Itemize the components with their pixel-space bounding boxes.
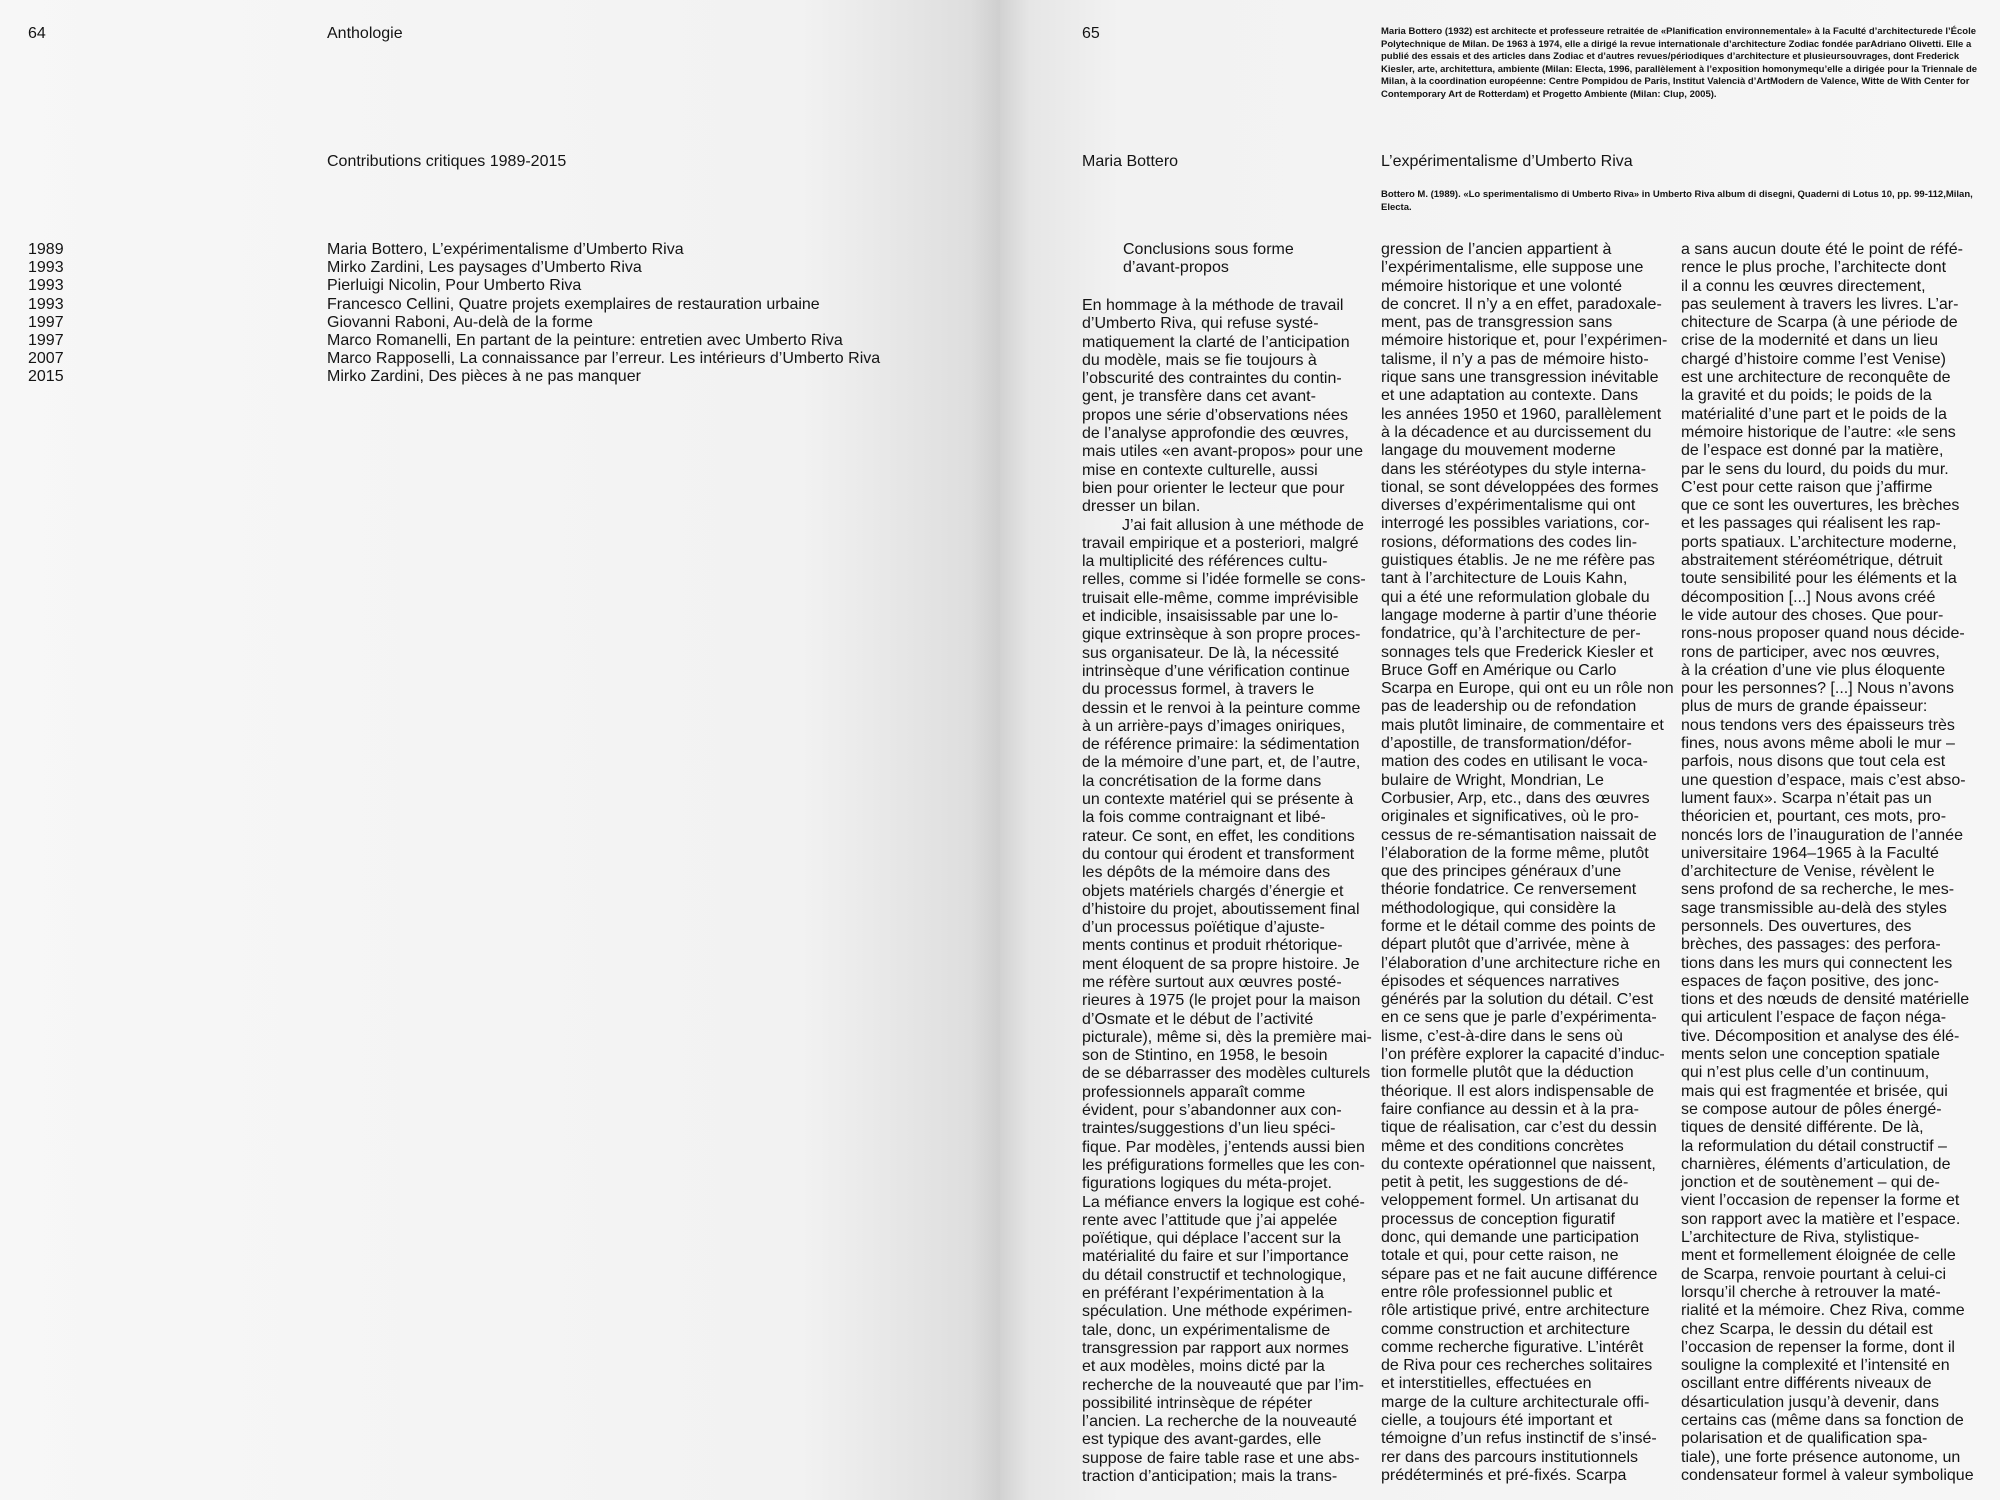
text-line: a sans aucun doute été le point de réfé- <box>1681 241 1963 258</box>
section-title: Contributions critiques 1989-2015 <box>327 153 567 170</box>
text-line: mais utiles «en avant-propos» pour une <box>1082 443 1364 461</box>
text-line: d’Umberto Riva, qui refuse systé- <box>1082 315 1319 333</box>
contents-entry: Pierluigi Nicolin, Pour Umberto Riva <box>327 277 582 295</box>
text-column-2 <box>1381 241 1674 1485</box>
text-line: tiale), une forte présence autonome, un <box>1681 1448 1961 1466</box>
text-line: même et des conditions concrètes <box>1381 1137 1624 1155</box>
text-line: rôle artistique privé, entre architecture <box>1381 1302 1650 1320</box>
contents-year: 2015 <box>28 368 64 386</box>
text-line: du détail constructif et technologique, <box>1082 1266 1347 1284</box>
text-line: charnières, éléments d’articulation, de <box>1681 1155 1951 1173</box>
text-line: ments selon une conception spatiale <box>1681 1046 1940 1064</box>
text-line: théorie fondatrice. Ce renversement <box>1381 881 1637 899</box>
bio-line: Adriano Olivetti. Elle a publié des essais et des articles dans Zodiac et d’autres revues/périodiques d’architecture et plusieurs <box>1381 38 1972 62</box>
text-line: Scarpa en Europe, qui ont eu un rôle non <box>1381 680 1674 698</box>
text-line: interrogé les possibles variations, cor- <box>1381 515 1650 533</box>
text-line: du contour qui érodent et transforment <box>1082 845 1355 863</box>
text-line: de Scarpa, renvoie pourtant à celui-ci <box>1681 1265 1947 1283</box>
text-line: du modèle, mais se fie toujours à <box>1082 351 1317 369</box>
text-line: ports spatiaux. L’architecture moderne, <box>1681 533 1957 551</box>
text-line: comme construction et architecture <box>1381 1320 1630 1338</box>
text-line: qui articulent l’espace de façon néga- <box>1681 1009 1947 1027</box>
text-line: la fois comme contraignant et libé- <box>1082 809 1326 827</box>
text-line: lorsqu’il cherche à retrouver la maté- <box>1681 1283 1941 1301</box>
text-line: son rapport avec la matière et l’espace. <box>1681 1210 1961 1228</box>
text-line: marge de la culture architecturale offi- <box>1381 1393 1650 1411</box>
text-line: d’apostille, de transformation/défor- <box>1381 735 1632 753</box>
text-line: universitaire 1964–1965 à la Faculté <box>1681 844 1939 862</box>
text-line: personnels. Des ouvertures, des <box>1681 917 1912 935</box>
bio-line: Maria Bottero (1932) est architecte et professeure retraitée de «Planification environnementale» à la Faculté d’architecture <box>1381 26 1932 37</box>
text-line: tique de réalisation, car c’est du dessin <box>1381 1119 1657 1137</box>
author-name: Maria Bottero <box>1082 153 1179 170</box>
bio-line: Modern de Valence, Witte de With Center for Contemporary Art de Rotterdam) et Progetto Ambiente (Milan: Clup, 2005). <box>1381 76 1970 100</box>
text-line: travail empirique et a posteriori, malgré <box>1082 534 1359 552</box>
text-line: cessus de re-sémantisation naissait de <box>1381 826 1657 844</box>
text-line: souligne la complexité et l’intensité en <box>1681 1357 1950 1375</box>
text-line: et interstitielles, effectuées en <box>1381 1375 1592 1393</box>
text-line: forme et le détail comme des points de <box>1381 917 1656 935</box>
text-line: processus de conception figuratif <box>1381 1210 1615 1228</box>
contents-year: 1993 <box>28 259 64 277</box>
text-line: se compose autour de pôles énergé- <box>1681 1100 1942 1118</box>
text-line: épisodes et séquences narratives <box>1381 972 1620 990</box>
bio-line: ouvrages, dont Frederick Kiesler, arte, architettura, ambiente (Milan: Electa, 1996, parallèlement à l’exposition homonyme <box>1381 51 1960 75</box>
text-line: veloppement formel. Un artisanat du <box>1381 1192 1639 1210</box>
contents-year: 1993 <box>28 277 64 295</box>
text-line: mise en contexte culturelle, aussi <box>1082 461 1318 479</box>
text-line: rique sans une transgression inévitable <box>1381 369 1659 387</box>
text-line: J’ai fait allusion à une méthode de <box>1122 516 1364 534</box>
text-line: En hommage à la méthode de travail <box>1082 297 1344 314</box>
text-line: de Riva pour ces recherches solitaires <box>1381 1357 1653 1375</box>
text-line: et une adaptation au contexte. Dans <box>1381 387 1639 405</box>
text-line: rer dans des parcours institutionnels <box>1381 1448 1639 1466</box>
text-line: rialité et la mémoire. Chez Riva, comme <box>1681 1302 1965 1320</box>
text-line: brèches, des passages: des perfora- <box>1681 936 1941 954</box>
contents-entries <box>327 241 977 387</box>
text-line: l’obscurité des contraintes du contin- <box>1082 370 1342 388</box>
text-line: recherche de la nouveauté que par l’im- <box>1082 1376 1364 1394</box>
text-line: professionnels apparaît comme <box>1082 1083 1306 1101</box>
text-line: bulaire de Wright, Mondrian, Le <box>1381 771 1604 789</box>
text-line: tant à l’architecture de Louis Kahn, <box>1381 570 1628 588</box>
text-line: diverses d’expérimentalisme qui ont <box>1381 497 1636 515</box>
text-line: entre rôle professionnel public et <box>1381 1283 1613 1301</box>
text-line: l’élaboration de la forme même, plutôt <box>1381 844 1649 862</box>
contents-year: 1997 <box>28 332 64 350</box>
text-line: relles, comme si l’idée formelle se cons- <box>1082 571 1366 589</box>
text-line: la reformulation du détail constructif – <box>1681 1137 1947 1155</box>
text-line: rosions, déformations des codes lin- <box>1381 533 1638 551</box>
text-line: sage transmissible au-delà des styles <box>1681 899 1947 917</box>
text-line: témoigne d’un refus instinctif de s’insé- <box>1381 1430 1657 1448</box>
text-line: désarticulation jusqu’à devenir, dans <box>1681 1393 1939 1411</box>
text-line: petit à petit, les suggestions de dé- <box>1381 1174 1629 1192</box>
text-line: d’histoire du projet, aboutissement final <box>1082 900 1360 918</box>
text-line: toute sensibilité pour les éléments et la <box>1681 570 1957 588</box>
text-line: la concrétisation de la forme dans <box>1082 772 1322 790</box>
text-line: par le sens du lourd, du poids du mur. <box>1681 460 1949 478</box>
text-line: chargé d’histoire comme l’est Venise) <box>1681 350 1947 368</box>
text-line: intrinsèque d’une vérification continue <box>1082 662 1350 680</box>
text-line: son de Stintino, en 1958, le besoin <box>1082 1047 1328 1065</box>
contents-entry: Maria Bottero, L’expérimentalisme d’Umberto Riva <box>327 241 684 258</box>
text-line: originales et significatives, où le pro- <box>1381 808 1639 826</box>
text-line: mémoire historique et, pour l’expérimen- <box>1381 332 1668 350</box>
text-line: transgression par rapport aux normes <box>1082 1339 1349 1357</box>
text-line: le vide autour des choses. Que pour- <box>1681 606 1944 624</box>
text-line: guistiques établis. Je ne me réfère pas <box>1381 552 1655 570</box>
page-number-left: 64 <box>28 25 46 42</box>
text-line: Bruce Goff en Amérique ou Carlo <box>1381 661 1617 679</box>
text-line: un contexte matériel qui se présente à <box>1082 791 1354 809</box>
text-line: l’expérimentalisme, elle suppose une <box>1381 259 1644 277</box>
text-line: tale, donc, un expérimentalisme de <box>1082 1321 1331 1339</box>
text-line: condensateur formel à valeur symbolique <box>1681 1466 1974 1484</box>
text-line: et les passages qui réalisent les rap- <box>1681 515 1941 533</box>
contents-year: 1989 <box>28 241 64 258</box>
contents-entry: Mirko Zardini, Les paysages d’Umberto Riva <box>327 259 642 277</box>
text-line: d’Osmate et le début de l’activité <box>1082 1010 1314 1028</box>
text-line: talisme, il n’y a pas de mémoire histo- <box>1381 350 1649 368</box>
contents-entry: Marco Romanelli, En partant de la peinture: entretien avec Umberto Riva <box>327 332 843 350</box>
text-line: dans les stéréotypes du style interna- <box>1381 460 1647 478</box>
text-line: traction d’anticipation; mais la trans- <box>1082 1468 1338 1485</box>
text-line: en préférant l’expérimentation à la <box>1082 1285 1324 1303</box>
text-line: abstraitement stéréométrique, détruit <box>1681 552 1943 570</box>
text-line: chez Scarpa, le dessin du détail est <box>1681 1320 1933 1338</box>
text-line: bien pour orienter le lecteur que pour <box>1082 479 1345 497</box>
text-line: La méfiance envers la logique est cohé- <box>1082 1193 1365 1211</box>
text-line: Corbusier, Arp, etc., dans des œuvres <box>1381 789 1650 807</box>
text-line: à un arrière-pays d’images oniriques, <box>1082 717 1346 735</box>
text-line: C’est pour cette raison que j’affirme <box>1681 478 1933 496</box>
text-line: théorique. Il est alors indispensable de <box>1381 1082 1655 1100</box>
text-line: du processus formel, à travers le <box>1082 681 1315 699</box>
text-line: objets matériels chargés d’énergie et <box>1082 882 1344 900</box>
text-line: tion formelle plutôt que la déduction <box>1381 1064 1634 1082</box>
text-line: nous tendons vers des épaisseurs très <box>1681 716 1955 734</box>
text-line: rence le plus proche, l’architecte dont <box>1681 259 1947 277</box>
text-line: mais qui est fragmentée et brisée, qui <box>1681 1082 1948 1100</box>
text-line: chitecture de Scarpa (à une période de <box>1681 314 1958 332</box>
text-line: totale et qui, pour cette raison, ne <box>1381 1247 1619 1265</box>
text-line: de référence primaire: la sédimentation <box>1082 736 1360 754</box>
text-line: ments continus et produit rhétorique- <box>1082 937 1343 955</box>
contents-years <box>28 241 88 387</box>
contents-year: 1997 <box>28 313 64 331</box>
text-line: spéculation. Une méthode expérimen- <box>1082 1303 1353 1321</box>
text-line: les années 1950 et 1960, parallèlement <box>1381 405 1662 423</box>
text-line: noncés lors de l’inauguration de l’année <box>1681 826 1963 844</box>
text-line: langage moderne à partir d’une théorie <box>1381 606 1657 624</box>
text-line: tions et des nœuds de densité matérielle <box>1681 991 1970 1009</box>
text-line: la multiplicité des références cultu- <box>1082 553 1328 571</box>
text-line: tive. Décomposition et analyse des élé- <box>1681 1027 1960 1045</box>
text-line: donc, qui demande une participation <box>1381 1229 1639 1247</box>
text-line: ment et formellement éloignée de celle <box>1681 1247 1956 1265</box>
text-column-1 <box>1082 297 1372 1486</box>
text-line: évident, pour s’abandonner aux con- <box>1082 1102 1342 1120</box>
author-bio <box>1381 26 1981 101</box>
text-line: l’on préfère explorer la capacité d’induc- <box>1381 1046 1665 1064</box>
text-line: truisait elle-même, comme imprévisible <box>1082 589 1359 607</box>
text-line: les dépôts de la mémoire dans des <box>1082 864 1331 882</box>
contents-entry: Marco Rapposelli, La connaissance par l’erreur. Les intérieurs d’Umberto Riva <box>327 350 881 368</box>
contents-entry: Mirko Zardini, Des pièces à ne pas manquer <box>327 368 641 386</box>
text-line: matérialité d’une part et le poids de la <box>1681 405 1947 423</box>
running-title: Anthologie <box>327 25 403 42</box>
text-line: départ plutôt que d’arrivée, mène à <box>1381 936 1630 954</box>
bio-line: qu’elle a dirigée pour la Triennale de Milan, à la coordination européenne: Centre Pompidou de Paris, Institut Valencià d’Art <box>1381 63 1978 87</box>
text-line: suppose de faire table rase et une abs- <box>1082 1449 1360 1467</box>
text-line: rente avec l’attitude que j’ai appelée <box>1082 1211 1338 1229</box>
text-line: pas de leadership ou de refondation <box>1381 698 1637 716</box>
text-line: d’architecture de Venise, révèlent le <box>1681 863 1935 881</box>
text-line: langage du mouvement moderne <box>1381 442 1616 460</box>
text-line: d’un processus poïétique d’ajuste- <box>1082 919 1325 937</box>
page-number-right: 65 <box>1082 25 1100 42</box>
text-line: de concret. Il n’y a en effet, paradoxale- <box>1381 295 1662 313</box>
text-line: rons-nous proposer quand nous décide- <box>1681 625 1965 643</box>
text-line: espaces de façon positive, des jonc- <box>1681 972 1939 990</box>
text-line: les préfigurations formelles que les con- <box>1082 1156 1365 1174</box>
text-line: tiques de densité différente. De là, <box>1681 1119 1924 1137</box>
text-line: rieures à 1975 (le projet pour la maison <box>1082 992 1361 1010</box>
text-line: dresser un bilan. <box>1082 498 1201 516</box>
text-line: matiquement la clarté de l’anticipation <box>1082 333 1350 351</box>
text-line: gent, je transfère dans cet avant- <box>1082 388 1316 406</box>
text-line: il a connu les œuvres directement, <box>1681 277 1926 295</box>
text-line: rateur. Ce sont, en effet, les conditions <box>1082 827 1355 845</box>
text-line: vient l’occasion de repenser la forme et <box>1681 1192 1960 1210</box>
bio-line: de l’École Polytechnique de Milan. De 1963 à 1974, elle a dirigé la revue internationale d’architecture Zodiac fondée par <box>1381 26 1977 50</box>
text-line: faire confiance au dessin et à la pra- <box>1381 1100 1639 1118</box>
section-heading <box>1123 241 1373 278</box>
text-line: fique. Par modèles, j’entends aussi bien <box>1082 1138 1365 1156</box>
text-line: de se débarrasser des modèles culturels <box>1082 1065 1371 1083</box>
text-line: fines, nous avons même aboli le mur – <box>1681 735 1955 753</box>
text-line: mémoire historique et une volonté <box>1381 277 1623 295</box>
text-line: gression de l’ancien appartient à <box>1381 241 1612 258</box>
text-line: L’architecture de Riva, stylistique- <box>1681 1229 1920 1247</box>
text-line: générés par la solution du détail. C’est <box>1381 991 1654 1009</box>
text-line: et indicible, insaisissable par une lo- <box>1082 608 1339 626</box>
text-line: plus de murs de grande épaisseur: <box>1681 698 1928 716</box>
text-line: prédéterminés et pré-fixés. Scarpa <box>1381 1466 1627 1484</box>
text-line: est une architecture de reconquête de <box>1681 369 1951 387</box>
text-line: mais plutôt liminaire, de commentaire et <box>1381 716 1664 734</box>
text-line: figurations logiques du méta-projet. <box>1082 1175 1332 1193</box>
text-line: l’ancien. La recherche de la nouveauté <box>1082 1413 1357 1431</box>
text-line: ment, pas de transgression sans <box>1381 314 1613 332</box>
text-line: jonction et de soutènement – qui de- <box>1681 1174 1940 1192</box>
text-line: théoricien et, pourtant, ces mots, pro- <box>1681 808 1947 826</box>
text-line: sus organisateur. De là, la nécessité <box>1082 644 1340 662</box>
text-line: lisme, c’est-à-dire dans le sens où <box>1381 1027 1623 1045</box>
text-line: mation des codes en utilisant le voca- <box>1381 753 1648 771</box>
text-line: possibilité intrinsèque de répéter <box>1082 1394 1313 1412</box>
text-line: pas seulement à travers les livres. L’ar- <box>1681 295 1959 313</box>
text-line: méthodologique, qui considère la <box>1381 899 1616 917</box>
contents-entry: Giovanni Raboni, Au-delà de la forme <box>327 313 593 331</box>
text-line: l’élaboration d’une architecture riche en <box>1381 954 1661 972</box>
source-line: Bottero M. (1989). «Lo sperimentalismo di Umberto Riva» in Umberto Riva album di disegni, Quaderni di Lotus 10, pp. 99-112, <box>1381 189 1946 200</box>
text-line: tional, se sont développées des formes <box>1381 478 1659 496</box>
text-line: sonnages tels que Frederick Kiesler et <box>1381 643 1654 661</box>
text-line: du contexte opérationnel que naissent, <box>1381 1155 1656 1173</box>
text-line: la gravité et du poids; le poids de la <box>1681 387 1932 405</box>
text-line: que des principes généraux d’une <box>1381 863 1622 881</box>
text-line: une question d’espace, mais c’est abso- <box>1681 771 1966 789</box>
text-line: à la décadence et au durcissement du <box>1381 423 1652 441</box>
text-line: de l’espace est donné par la matière, <box>1681 442 1944 460</box>
text-line: fondatrice, qu’à l’architecture de per- <box>1381 625 1641 643</box>
text-line: gique extrinsèque à son propre proces- <box>1082 626 1361 644</box>
text-line: de la mémoire d’une part, et, de l’autre, <box>1082 754 1361 772</box>
text-line: sépare pas et ne fait aucune différence <box>1381 1265 1658 1283</box>
text-line: sens profond de sa recherche, le mes- <box>1681 881 1955 899</box>
text-column-3 <box>1681 241 1974 1485</box>
text-line: picturale), même si, dès la première mai- <box>1082 1028 1372 1046</box>
text-line: est typique des avant-gardes, elle <box>1082 1431 1322 1449</box>
text-line: de l’analyse approfondie des œuvres, <box>1082 425 1349 443</box>
text-line: décomposition [...] Nous avons créé <box>1681 588 1936 606</box>
text-line: me réfère surtout aux œuvres posté- <box>1082 973 1342 991</box>
text-line: polarisation et de qualification spa- <box>1681 1430 1928 1448</box>
text-line: ment éloquent de sa propre histoire. Je <box>1082 955 1360 973</box>
text-line: propos une série d’observations nées <box>1082 406 1348 424</box>
text-line: lument faux». Scarpa n’était pas un <box>1681 789 1932 807</box>
text-line: matérialité du faire et sur l’importance <box>1082 1248 1349 1266</box>
heading-line: Conclusions sous forme <box>1123 241 1294 258</box>
text-line: comme recherche figurative. L’intérêt <box>1381 1338 1644 1356</box>
text-line: et aux modèles, moins dicté par la <box>1082 1358 1325 1376</box>
text-line: qui a été une reformulation globale du <box>1381 588 1650 606</box>
text-line: l’occasion de repenser la forme, dont il <box>1681 1338 1955 1356</box>
text-line: que ce sont les ouvertures, les brèches <box>1681 497 1960 515</box>
contents-year: 1993 <box>28 295 64 313</box>
text-line: parfois, nous disons que tout cela est <box>1681 753 1946 771</box>
text-line: à la création d’une vie plus éloquente <box>1681 661 1946 679</box>
text-line: dessin et le renvoi à la peinture comme <box>1082 699 1361 717</box>
text-line: en ce sens que je parle d’expérimenta- <box>1381 1009 1657 1027</box>
contents-entry: Francesco Cellini, Quatre projets exemplaires de restauration urbaine <box>327 295 820 313</box>
text-line: rons de participer, avec nos œuvres, <box>1681 643 1940 661</box>
text-line: mémoire historique de l’autre: «le sens <box>1681 423 1956 441</box>
text-line: cielle, a toujours été important et <box>1381 1412 1613 1429</box>
text-line: certains cas (même dans sa fonction de <box>1681 1412 1964 1429</box>
source-citation <box>1381 189 1981 214</box>
text-line: qui n’est plus celle d’un continuum, <box>1681 1064 1930 1082</box>
article-title: L’expérimentalisme d’Umberto Riva <box>1381 153 1633 170</box>
text-line: pour les personnes? [...] Nous n’avons <box>1681 680 1955 698</box>
text-line: tions dans les murs qui connectent les <box>1681 954 1953 972</box>
source-line: Milan, Electa. <box>1381 189 1973 213</box>
right-page <box>1000 0 2000 1500</box>
text-line: crise de la modernité et dans un lieu <box>1681 332 1939 350</box>
text-line: oscillant entre différents niveaux de <box>1681 1375 1932 1393</box>
text-line: poïétique, qui déplace l’accent sur la <box>1082 1230 1341 1248</box>
heading-line: d’avant-propos <box>1123 259 1229 277</box>
contents-year: 2007 <box>28 350 64 368</box>
text-line: traintes/suggestions d’un lieu spéci- <box>1082 1120 1336 1138</box>
